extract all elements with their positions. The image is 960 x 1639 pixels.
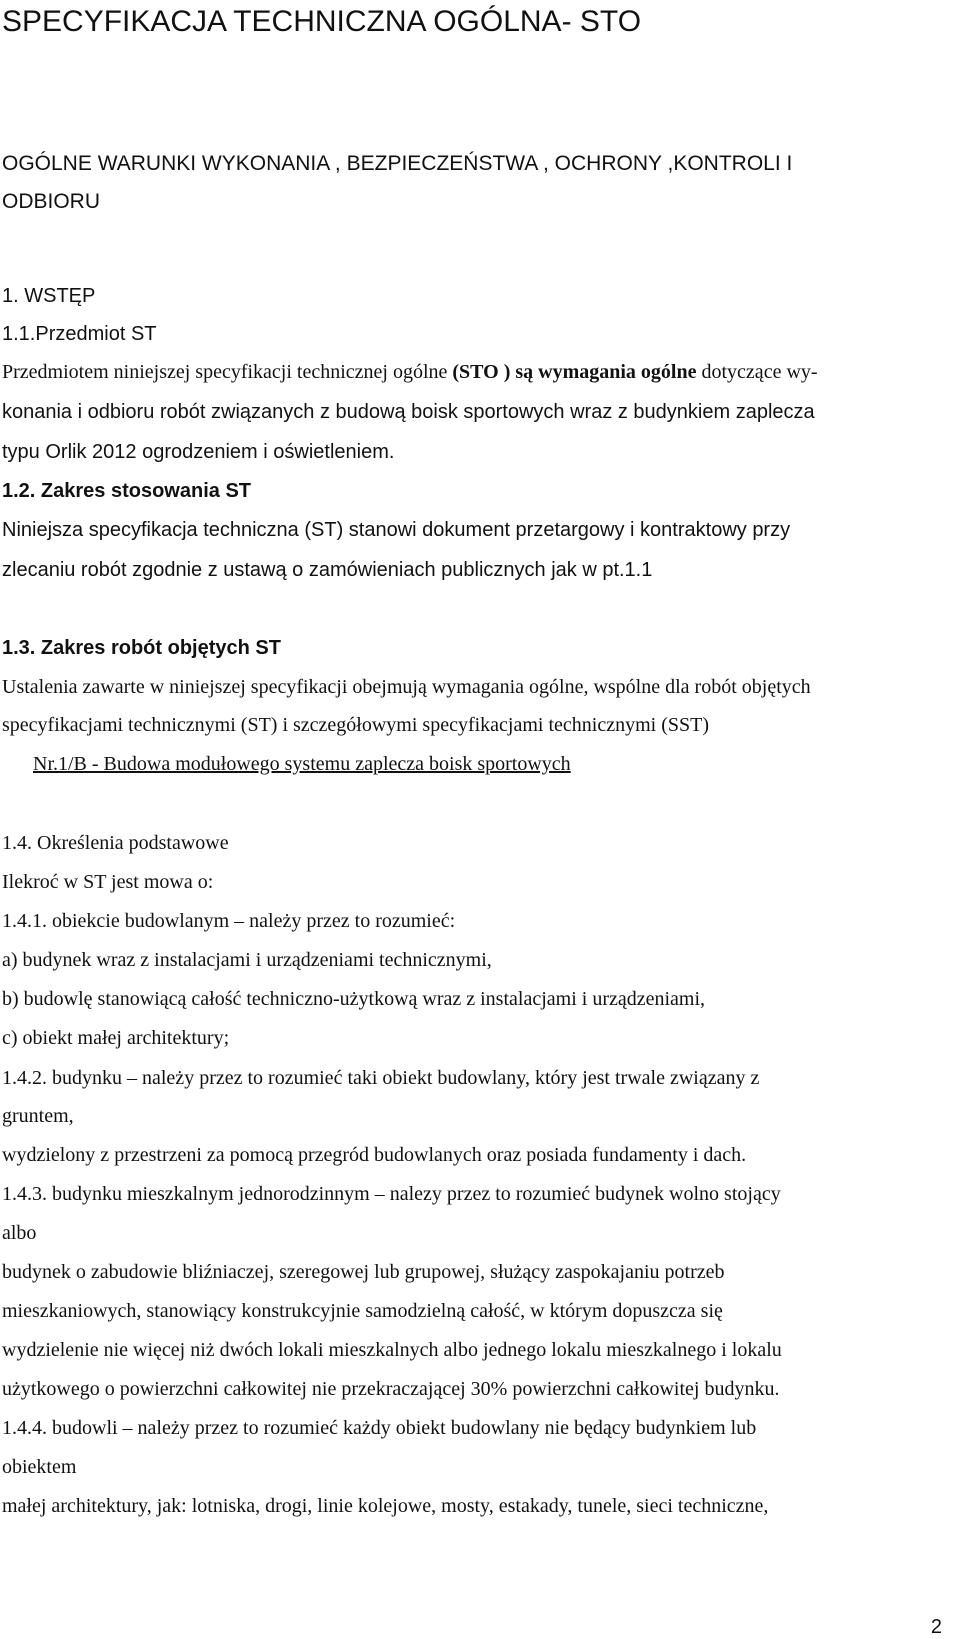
section-subtitle-line-2: ODBIORU: [2, 190, 101, 213]
paragraph-line: 1.4.1. obiekcie budowlanym – należy przez to rozumieć:: [2, 910, 456, 932]
heading-zakres-robot: 1.3. Zakres robót objętych ST: [2, 637, 281, 659]
paragraph-line: wydzielenie nie więcej niż dwóch lokali mieszkalnych albo jednego lokalu mieszkalnego i lokalu: [2, 1339, 782, 1361]
paragraph-line: typu Orlik 2012 ogrodzeniem i oświetleniem.: [2, 441, 395, 463]
paragraph-line: użytkowego o powierzchni całkowitej nie przekraczającej 30% powierzchni całkowitej budynku.: [2, 1378, 780, 1400]
paragraph-line: specyfikacjami technicznymi (ST) i szczegółowymi specyfikacjami technicznymi (SST): [2, 714, 709, 736]
paragraph-line: 1.4.3. budynku mieszkalnym jednorodzinnym – nalezy przez to rozumieć budynek wolno stojący: [2, 1183, 781, 1205]
paragraph-line: konania i odbioru robót związanych z budową boisk sportowych wraz z budynkiem zaplecza: [2, 401, 815, 423]
paragraph-line: b) budowlę stanowiącą całość techniczno-użytkową wraz z instalacjami i urządzeniami,: [2, 988, 706, 1010]
project-reference-link: Nr.1/B - Budowa modułowego systemu zaplecza boisk sportowych: [33, 753, 571, 775]
paragraph-line: obiektem: [2, 1456, 77, 1478]
paragraph-line: 1.4.4. budowli – należy przez to rozumieć każdy obiekt budowlany nie będący budynkiem lub: [2, 1417, 757, 1439]
paragraph-line: zlecaniu robót zgodnie z ustawą o zamówieniach publicznych jak w pt.1.1: [2, 559, 653, 581]
paragraph-line: 1.4.2. budynku – należy przez to rozumieć taki obiekt budowlany, który jest trwale związany z: [2, 1067, 760, 1089]
paragraph-line: Ilekroć w ST jest mowa o:: [2, 871, 214, 893]
paragraph-line: budynek o zabudowie bliźniaczej, szeregowej lub grupowej, służący zaspokajaniu potrzeb: [2, 1261, 725, 1283]
text-run: dotyczące wy-: [696, 361, 818, 383]
paragraph-line: mieszkaniowych, stanowiący konstrukcyjnie samodzielną całość, w którym dopuszcza się: [2, 1300, 723, 1322]
paragraph-line: gruntem,: [2, 1105, 74, 1127]
paragraph-line: wydzielony z przestrzeni za pomocą przegród budowlanych oraz posiada fundamenty i dach.: [2, 1144, 747, 1166]
page-title: SPECYFIKACJA TECHNICZNA OGÓLNA- STO: [2, 5, 642, 38]
paragraph-line: małej architektury, jak: lotniska, drogi, linie kolejowe, mosty, estakady, tunele, sieci techniczne,: [2, 1495, 769, 1517]
paragraph-line: Niniejsza specyfikacja techniczna (ST) stanowi dokument przetargowy i kontraktowy przy: [2, 519, 791, 541]
paragraph-line: a) budynek wraz z instalacjami i urządzeniami technicznymi,: [2, 949, 492, 971]
page-number: 2: [930, 1616, 942, 1638]
paragraph-line: c) obiekt małej architektury;: [2, 1027, 230, 1049]
section-heading-wstep: 1. WSTĘP: [2, 285, 96, 307]
text-run: Przedmiotem niniejszej specyfikacji technicznej ogólne: [2, 361, 453, 383]
bold-text-run: (STO ) są wymagania ogólne: [452, 361, 697, 383]
paragraph-line: Ustalenia zawarte w niniejszej specyfikacji obejmują wymagania ogólne, wspólne dla robót objętych: [2, 676, 811, 698]
paragraph-line: [2, 360, 818, 384]
paragraph-line: albo: [2, 1222, 37, 1244]
heading-zakres-stosowania: 1.2. Zakres stosowania ST: [2, 480, 251, 502]
section-subtitle-line-1: OGÓLNE WARUNKI WYKONANIA , BEZPIECZEŃSTWA , OCHRONY ,KONTROLI I: [2, 152, 793, 175]
heading-przedmiot-st: 1.1.Przedmiot ST: [2, 323, 157, 345]
heading-okreslenia: 1.4. Określenia podstawowe: [2, 832, 229, 854]
